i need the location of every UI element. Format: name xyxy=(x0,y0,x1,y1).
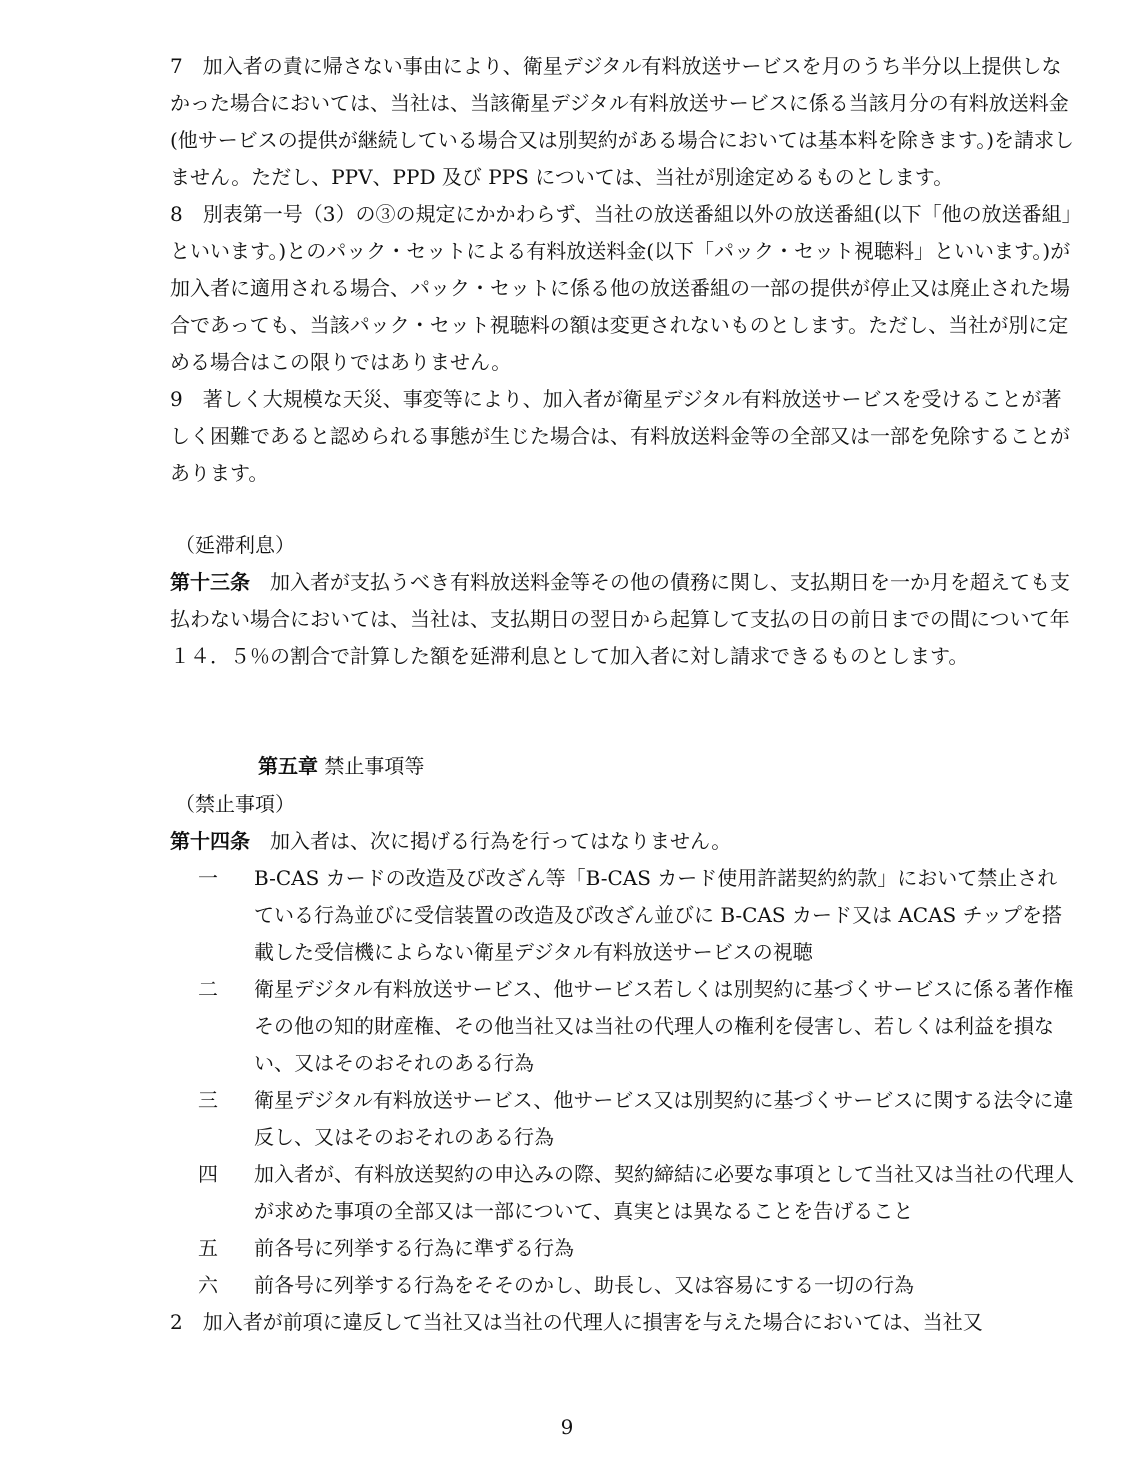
page-number: 9 xyxy=(560,1415,574,1439)
list-item xyxy=(170,971,1075,1082)
list-item-text: 前各号に列挙する行為をそそのかし、助長し、又は容易にする一切の行為 xyxy=(254,1273,914,1297)
list-item-number: 三 xyxy=(198,1088,218,1112)
list-item-number: 五 xyxy=(198,1236,218,1260)
article12-continued xyxy=(170,48,1075,492)
list-item-number: 四 xyxy=(198,1162,218,1186)
list-item xyxy=(170,1082,1075,1156)
list-item xyxy=(170,860,1075,971)
list-item-text: 衛星デジタル有料放送サービス、他サービス若しくは別契約に基づくサービスに係る著作権その他の知的財産権、その他当社又は当社の代理人の権利を侵害し、若しくは利益を損ない、又はそのおそれのある行為 xyxy=(254,977,1074,1075)
list-item-number: 二 xyxy=(198,977,218,1001)
list-item-text: B-CAS カードの改造及び改ざん等「B-CAS カード使用許諾契約約款」において禁止されている行為並びに受信装置の改造及び改ざん並びに B-CAS カード又は ACAS チップを搭載した受信機によらない衛星デジタル有料放送サービスの視聴 xyxy=(254,866,1062,964)
article14-paragraph-2: 2 加入者が前項に違反して当社又は当社の代理人に損害を与えた場合においては、当社又 xyxy=(170,1310,983,1334)
chapter5-label: 第五章 xyxy=(258,754,318,778)
article13-caption: （延滞利息） xyxy=(175,533,295,557)
list-item xyxy=(170,1230,1075,1267)
list-item-text: 加入者が、有料放送契約の申込みの際、契約締結に必要な事項として当社又は当社の代理人が求めた事項の全部又は一部について、真実とは異なることを告げること xyxy=(254,1162,1074,1223)
list-item-text: 衛星デジタル有料放送サービス、他サービス又は別契約に基づくサービスに関する法令に違反し、又はそのおそれのある行為 xyxy=(254,1088,1074,1149)
paragraph-8: 8 別表第一号（3）の③の規定にかかわらず、当社の放送番組以外の放送番組(以下「他の放送番組」といいます。)とのパック・セットによる有料放送料金(以下「パック・セット視聴料」といいます。)が加入者に適用される場合、パック・セットに係る他の放送番組の一部の提供が停止又は廃止された場合であっても、当該パック・セット視聴料の額は変更されないものとします。ただし、当社が別に定める場合はこの限りではありません。 xyxy=(170,202,1072,374)
paragraph-9: 9 著しく大規模な天災、事変等により、加入者が衛星デジタル有料放送サービスを受けることが著しく困難であると認められる事態が生じた場合は、有料放送料金等の全部又は一部を免除することがあります。 xyxy=(170,387,1070,485)
article14 xyxy=(170,823,1075,1341)
article14-text: 加入者は、次に掲げる行為を行ってはなりません。 xyxy=(250,829,732,853)
article13 xyxy=(170,564,1075,675)
article14-caption: （禁止事項） xyxy=(175,792,295,816)
article13-body xyxy=(170,564,1075,675)
list-item-number: 一 xyxy=(198,866,218,890)
paragraph-7: 7 加入者の責に帰さない事由により、衛星デジタル有料放送サービスを月のうち半分以上提供しなかった場合においては、当社は、当該衛星デジタル有料放送サービスに係る当該月分の有料放送料金(他サービスの提供が継続している場合又は別契約がある場合においては基本料を除きます。)を請求しません。ただし、PPV、PPD 及び PPS については、当社が別途定めるものとします。 xyxy=(170,54,1075,189)
article14-body xyxy=(170,823,1075,860)
article13-label: 第十三条 xyxy=(170,570,250,594)
chapter5-title: 禁止事項等 xyxy=(318,754,425,778)
list-item xyxy=(170,1156,1075,1230)
article13-text: 加入者が支払うべき有料放送料金等その他の債務に関し、支払期日を一か月を超えても支払わない場合においては、当社は、支払期日の翌日から起算して支払の日の前日までの間について年１４．５％の割合で計算した額を延滞利息として加入者に対し請求できるものとします。 xyxy=(170,570,1070,668)
list-item-text: 前各号に列挙する行為に準ずる行為 xyxy=(254,1236,574,1260)
chapter5-heading xyxy=(258,748,424,785)
article14-label: 第十四条 xyxy=(170,829,250,853)
list-item xyxy=(170,1267,1075,1304)
list-item-number: 六 xyxy=(198,1273,218,1297)
